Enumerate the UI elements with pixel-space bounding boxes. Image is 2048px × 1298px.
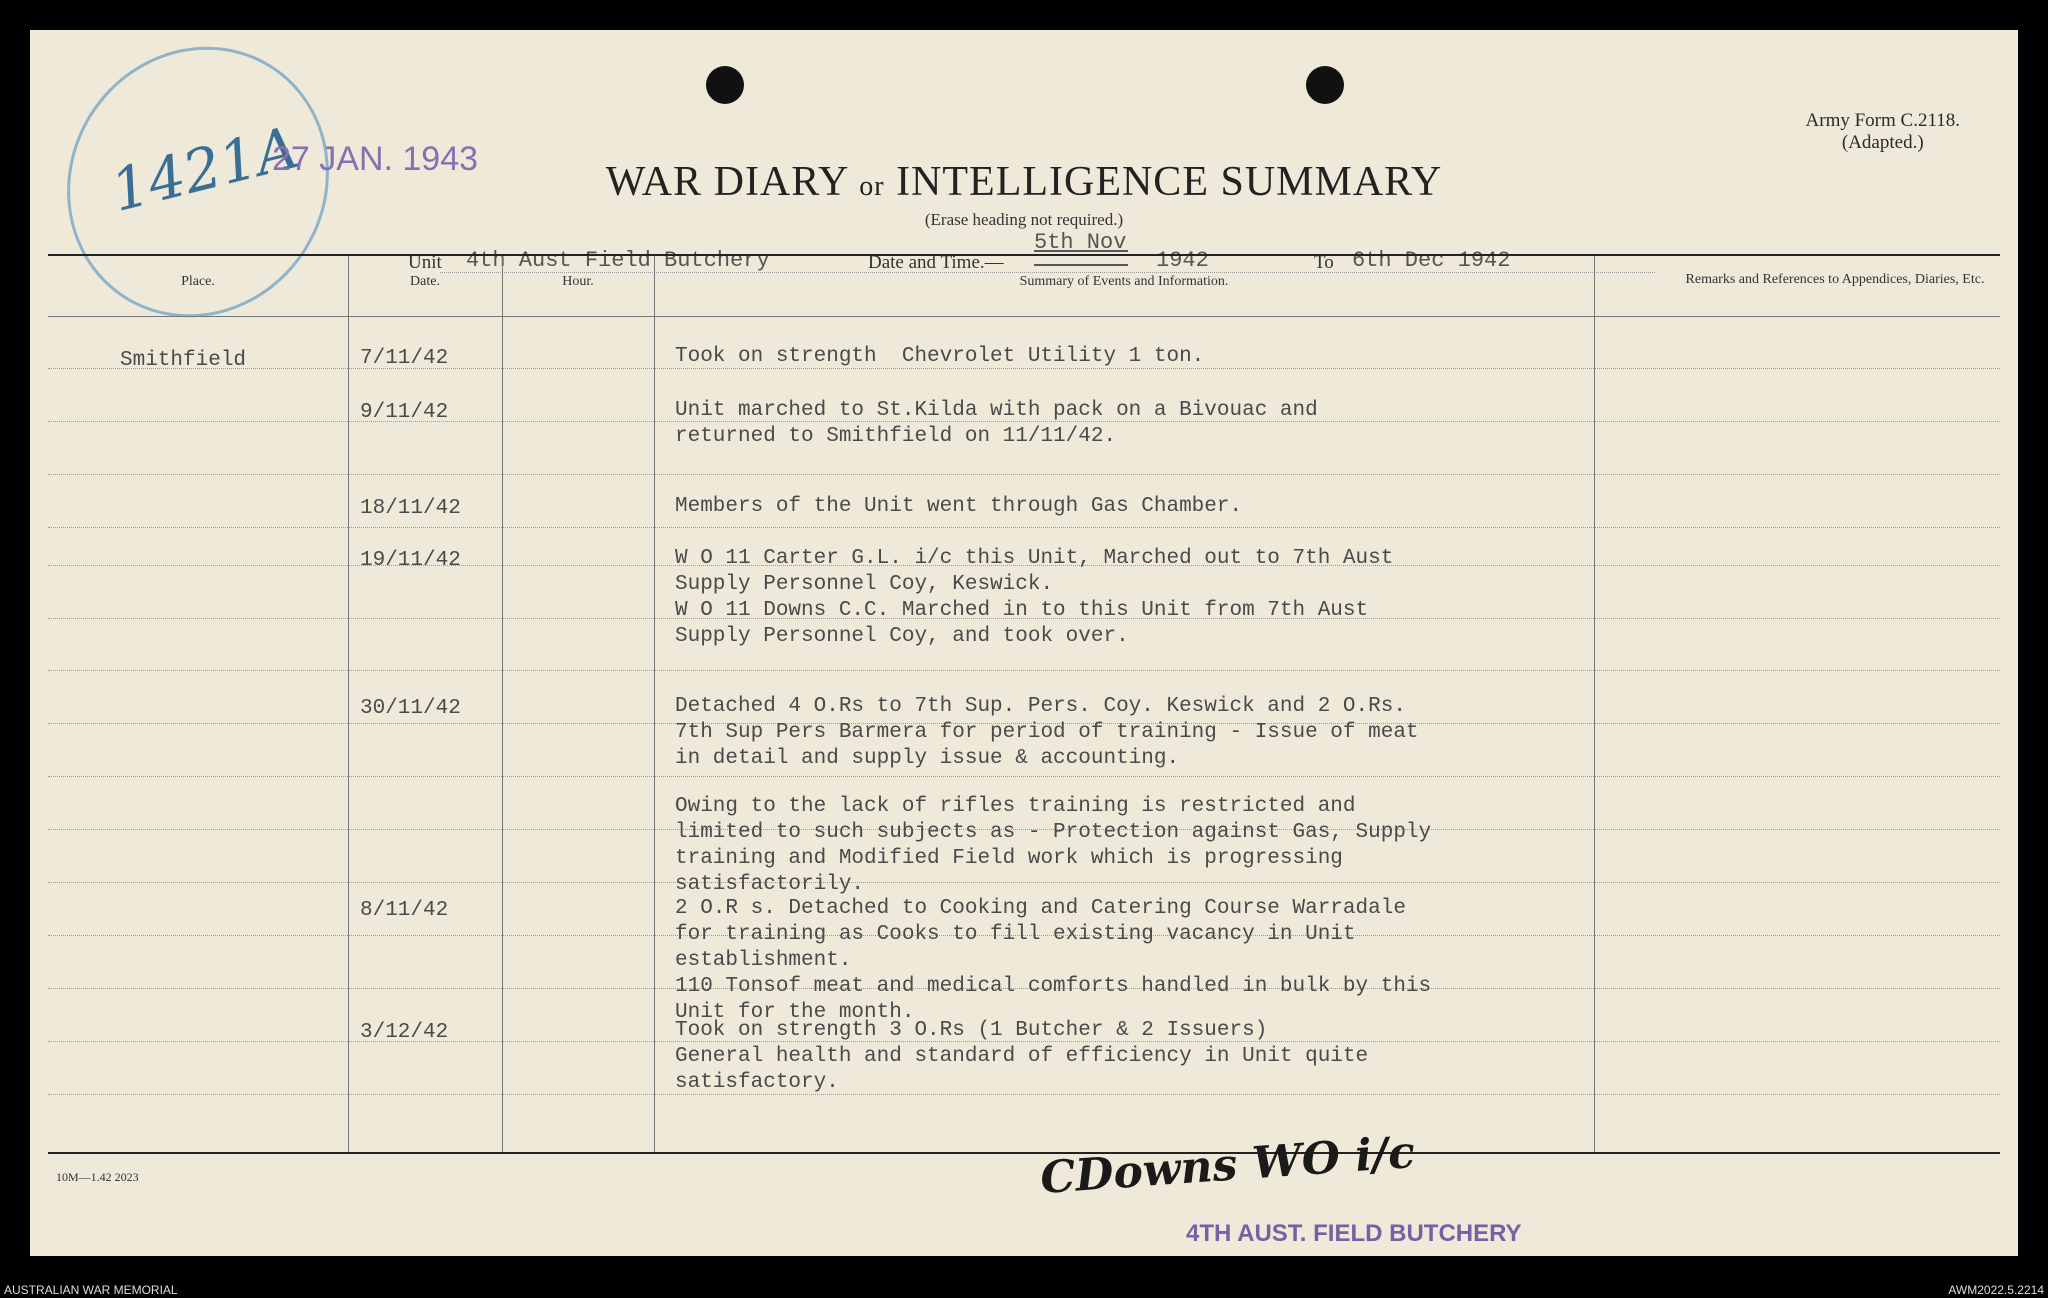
column-header-summary: Summary of Events and Information. <box>1019 274 1229 289</box>
column-header-rule <box>48 316 2000 317</box>
handwritten-reference-text: 1421A <box>104 113 305 225</box>
entry-text-3: Members of the Unit went through Gas Chamber. <box>675 495 1243 518</box>
entry-date-8: 3/12/42 <box>360 1021 449 1044</box>
diary-sheet <box>30 30 2018 1256</box>
print-code: 10M—1.42 2023 <box>56 1170 139 1184</box>
to-value: 6th Dec 1942 <box>1352 248 1511 273</box>
date-label: Date and Time.— <box>868 252 1004 273</box>
column-divider-1 <box>348 256 349 1152</box>
page-subtitle: (Erase heading not required.) <box>924 210 1124 229</box>
entry-text-7: 2 O.R s. Detached to Cooking and Catering Course Warradale for training as Cooks to fill existing vacancy in Unit establishment. 110 Tonsof meat and medical comforts handled in bulk by this Unit for the month. <box>675 897 1432 1024</box>
column-header-remarks: Remarks and References to Appendices, Diaries, Etc. <box>1685 272 1985 287</box>
entry-text-5: Detached 4 O.Rs to 7th Sup. Pers. Coy. Keswick and 2 O.Rs. 7th Sup Pers Barmera for period of training - Issue of meat in detail and supply issue & accounting. <box>675 695 1419 770</box>
received-date-stamp: 27 JAN. 1943 <box>272 140 479 178</box>
archive-credit: AUSTRALIAN WAR MEMORIAL <box>4 1283 178 1297</box>
column-divider-3 <box>654 256 655 1152</box>
archive-accession: AWM2022.5.2214 <box>1948 1283 2044 1297</box>
date-from-top: 5th Nov <box>1034 230 1127 255</box>
entry-text-6: Owing to the lack of rifles training is restricted and limited to such subjects as - Protection against Gas, Supply training and Modified Field work which is progressing satisfactorily. <box>675 795 1432 896</box>
to-label: To <box>1314 252 1334 273</box>
entry-place-1: Smithfield <box>120 349 247 372</box>
header-dotted-rule <box>440 272 1655 273</box>
entry-text-4: W O 11 Carter G.L. i/c this Unit, Marched out to 7th Aust Supply Personnel Coy, Keswick. W O 11 Downs C.C. Marched in to this Unit from 7th Aust Supply Personnel Coy, and took over. <box>675 547 1394 648</box>
entry-date-3: 18/11/42 <box>360 497 461 520</box>
table-bottom-rule <box>48 1152 2000 1154</box>
punch-hole-left <box>706 66 744 104</box>
date-from-strikeout <box>1034 250 1128 266</box>
punch-hole-right <box>1306 66 1344 104</box>
column-divider-4 <box>1594 256 1595 1152</box>
date-from-year: 1942 <box>1156 248 1209 273</box>
column-header-date: Date. <box>410 274 440 289</box>
entry-date-1: 7/11/42 <box>360 347 449 370</box>
page-title: WAR DIARY or INTELLIGENCE SUMMARY <box>605 159 1443 205</box>
column-header-hour: Hour. <box>562 274 594 289</box>
entry-date-7: 8/11/42 <box>360 899 449 922</box>
army-form-number: Army Form C.2118. (Adapted.) <box>1805 110 1960 153</box>
unit-stamp: 4TH AUST. FIELD BUTCHERY <box>1186 1220 1522 1247</box>
signature: CDowns WO i/c <box>1038 1126 1417 1205</box>
entry-date-2: 9/11/42 <box>360 401 449 424</box>
column-divider-2 <box>502 256 503 1152</box>
unit-value: 4th Aust Field Butchery <box>466 248 770 273</box>
column-header-place: Place. <box>181 274 215 289</box>
entry-text-1: Took on strength Chevrolet Utility 1 ton. <box>675 345 1205 368</box>
entry-text-8: Took on strength 3 O.Rs (1 Butcher & 2 Issuers) General health and standard of efficiency in Unit quite satisfactory. <box>675 1019 1369 1094</box>
entry-date-4: 19/11/42 <box>360 549 461 572</box>
table-top-rule <box>48 254 2000 256</box>
entry-date-5: 30/11/42 <box>360 697 461 720</box>
entry-text-2: Unit marched to St.Kilda with pack on a Bivouac and returned to Smithfield on 11/11/42. <box>675 399 1318 448</box>
unit-label: Unit <box>408 252 442 273</box>
